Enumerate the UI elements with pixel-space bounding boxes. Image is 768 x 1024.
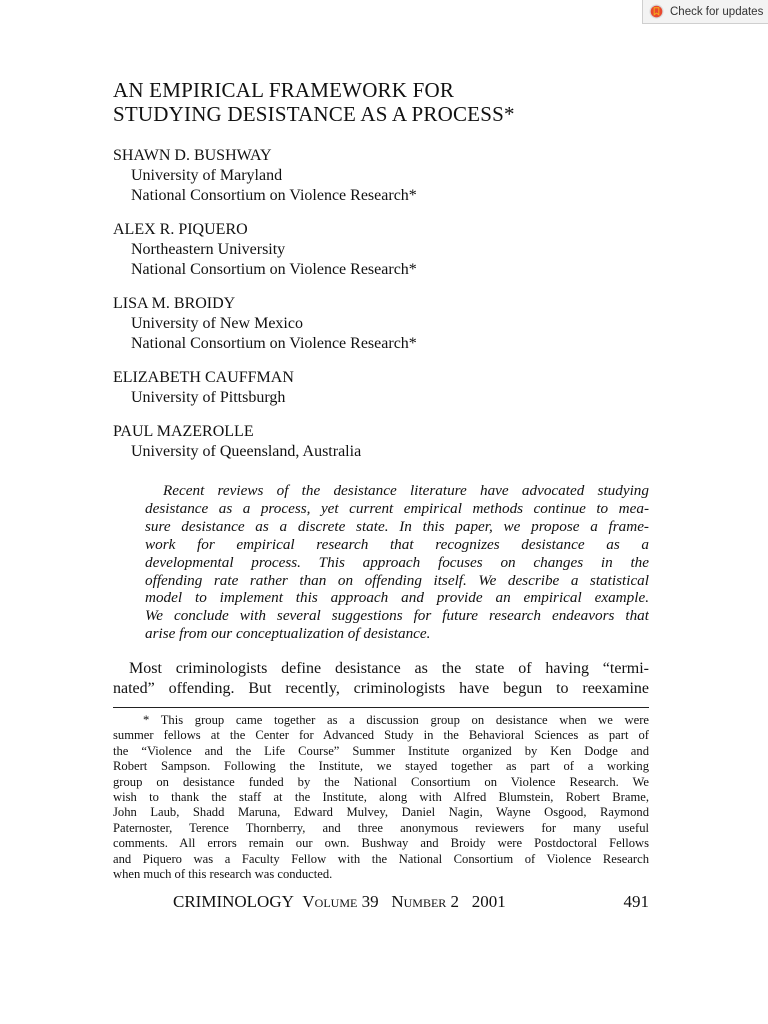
author-affiliation: National Consortium on Violence Research* [131,335,417,352]
number-label: Number [391,892,447,911]
author-affiliation: University of New Mexico [131,315,303,332]
footnote-divider [113,707,649,708]
abstract-line: work for empirical research that recognizes desistance as a [145,535,649,553]
volume-label: Volume [302,892,358,911]
abstract-line: desistance as a process, yet current empirical methods continue to mea- [145,499,649,517]
abstract-line: Recent reviews of the desistance literature have advocated studying [163,482,649,499]
check-for-updates-label: Check for updates [670,5,764,18]
title-line: STUDYING DESISTANCE AS A PROCESS* [113,102,515,126]
abstract-line: arise from our conceptualization of desistance. [145,625,431,643]
author-affiliation: University of Pittsburgh [131,389,286,406]
volume-number: 39 [361,892,379,911]
check-updates-logo-icon [649,4,664,19]
publication-year: 2001 [471,892,506,911]
author-name: PAUL MAZEROLLE [113,423,254,440]
footnote-line: Robert Sampson. Following the Institute, we stayed together as part of a working [113,759,649,774]
author-block [113,294,417,354]
author-block [113,368,417,408]
footnote-line: * This group came together as a discussion group on desistance when we were [143,713,649,727]
author-name: LISA M. BROIDY [113,295,236,312]
abstract-line: We conclude with several suggestions for future research endeavors that [145,607,649,625]
abstract-line: offending rate rather than on offending itself. We describe a statistical [145,571,649,589]
author-affiliation: University of Maryland [131,167,283,184]
journal-citation [173,891,649,913]
body-line: Most criminologists define desistance as the state of having “termi- [129,660,649,677]
author-affiliation: National Consortium on Violence Research* [131,261,417,278]
footnote-line: summer fellows at the Center for Advanced Study in the Behavioral Sciences as part of [113,728,649,743]
abstract [145,482,649,643]
author-affiliation: National Consortium on Violence Research* [131,187,417,204]
check-for-updates-button[interactable] [642,0,768,24]
abstract-line: model to implement this approach and provide an empirical example. [145,589,649,607]
page-number: 491 [623,892,649,911]
body-paragraph [113,659,649,699]
abstract-line: developmental process. This approach focuses on changes in the [145,553,649,571]
footnote-line: Paternoster, Terence Thornberry, and three anonymous reviewers for many useful [113,820,649,835]
footnote-line: group on desistance funded by the National Consortium on Violence Research. We [113,774,649,789]
author-affiliation: University of Queensland, Australia [131,443,362,460]
footnote-line: comments. All errors remain our own. Bushway and Broidy were Postdoctoral Fellows [113,836,649,851]
author-block [113,220,417,280]
author-name: SHAWN D. BUSHWAY [113,147,272,164]
issue-number: 2 [450,892,460,911]
author-list [113,146,417,476]
author-name: ALEX R. PIQUERO [113,221,248,238]
footnote-line: when much of this research was conducted. [113,867,333,882]
author-affiliation: Northeastern University [131,241,286,258]
body-line: nated” offending. But recently, criminologists have begun to reexamine [113,680,649,697]
footnote-line: the “Violence and the Life Course” Summer Institute organized by Ken Dodge and [113,743,649,758]
author-block [113,146,417,206]
title-line: AN EMPIRICAL FRAMEWORK FOR [113,78,455,102]
footnote-line: John Laub, Shadd Maruna, Edward Mulvey, Daniel Nagin, Wayne Osgood, Raymond [113,805,649,820]
journal-name: CRIMINOLOGY [173,892,294,911]
article-title [113,78,515,126]
footnote [113,713,649,882]
author-name: ELIZABETH CAUFFMAN [113,369,294,386]
footnote-line: wish to thank the staff at the Institute, along with Alfred Blumstein, Robert Brame, [113,790,649,805]
author-block [113,422,417,462]
footnote-line: and Piquero was a Faculty Fellow with the National Consortium of Violence Research [113,851,649,866]
abstract-line: sure desistance as a discrete state. In this paper, we propose a frame- [145,517,649,535]
